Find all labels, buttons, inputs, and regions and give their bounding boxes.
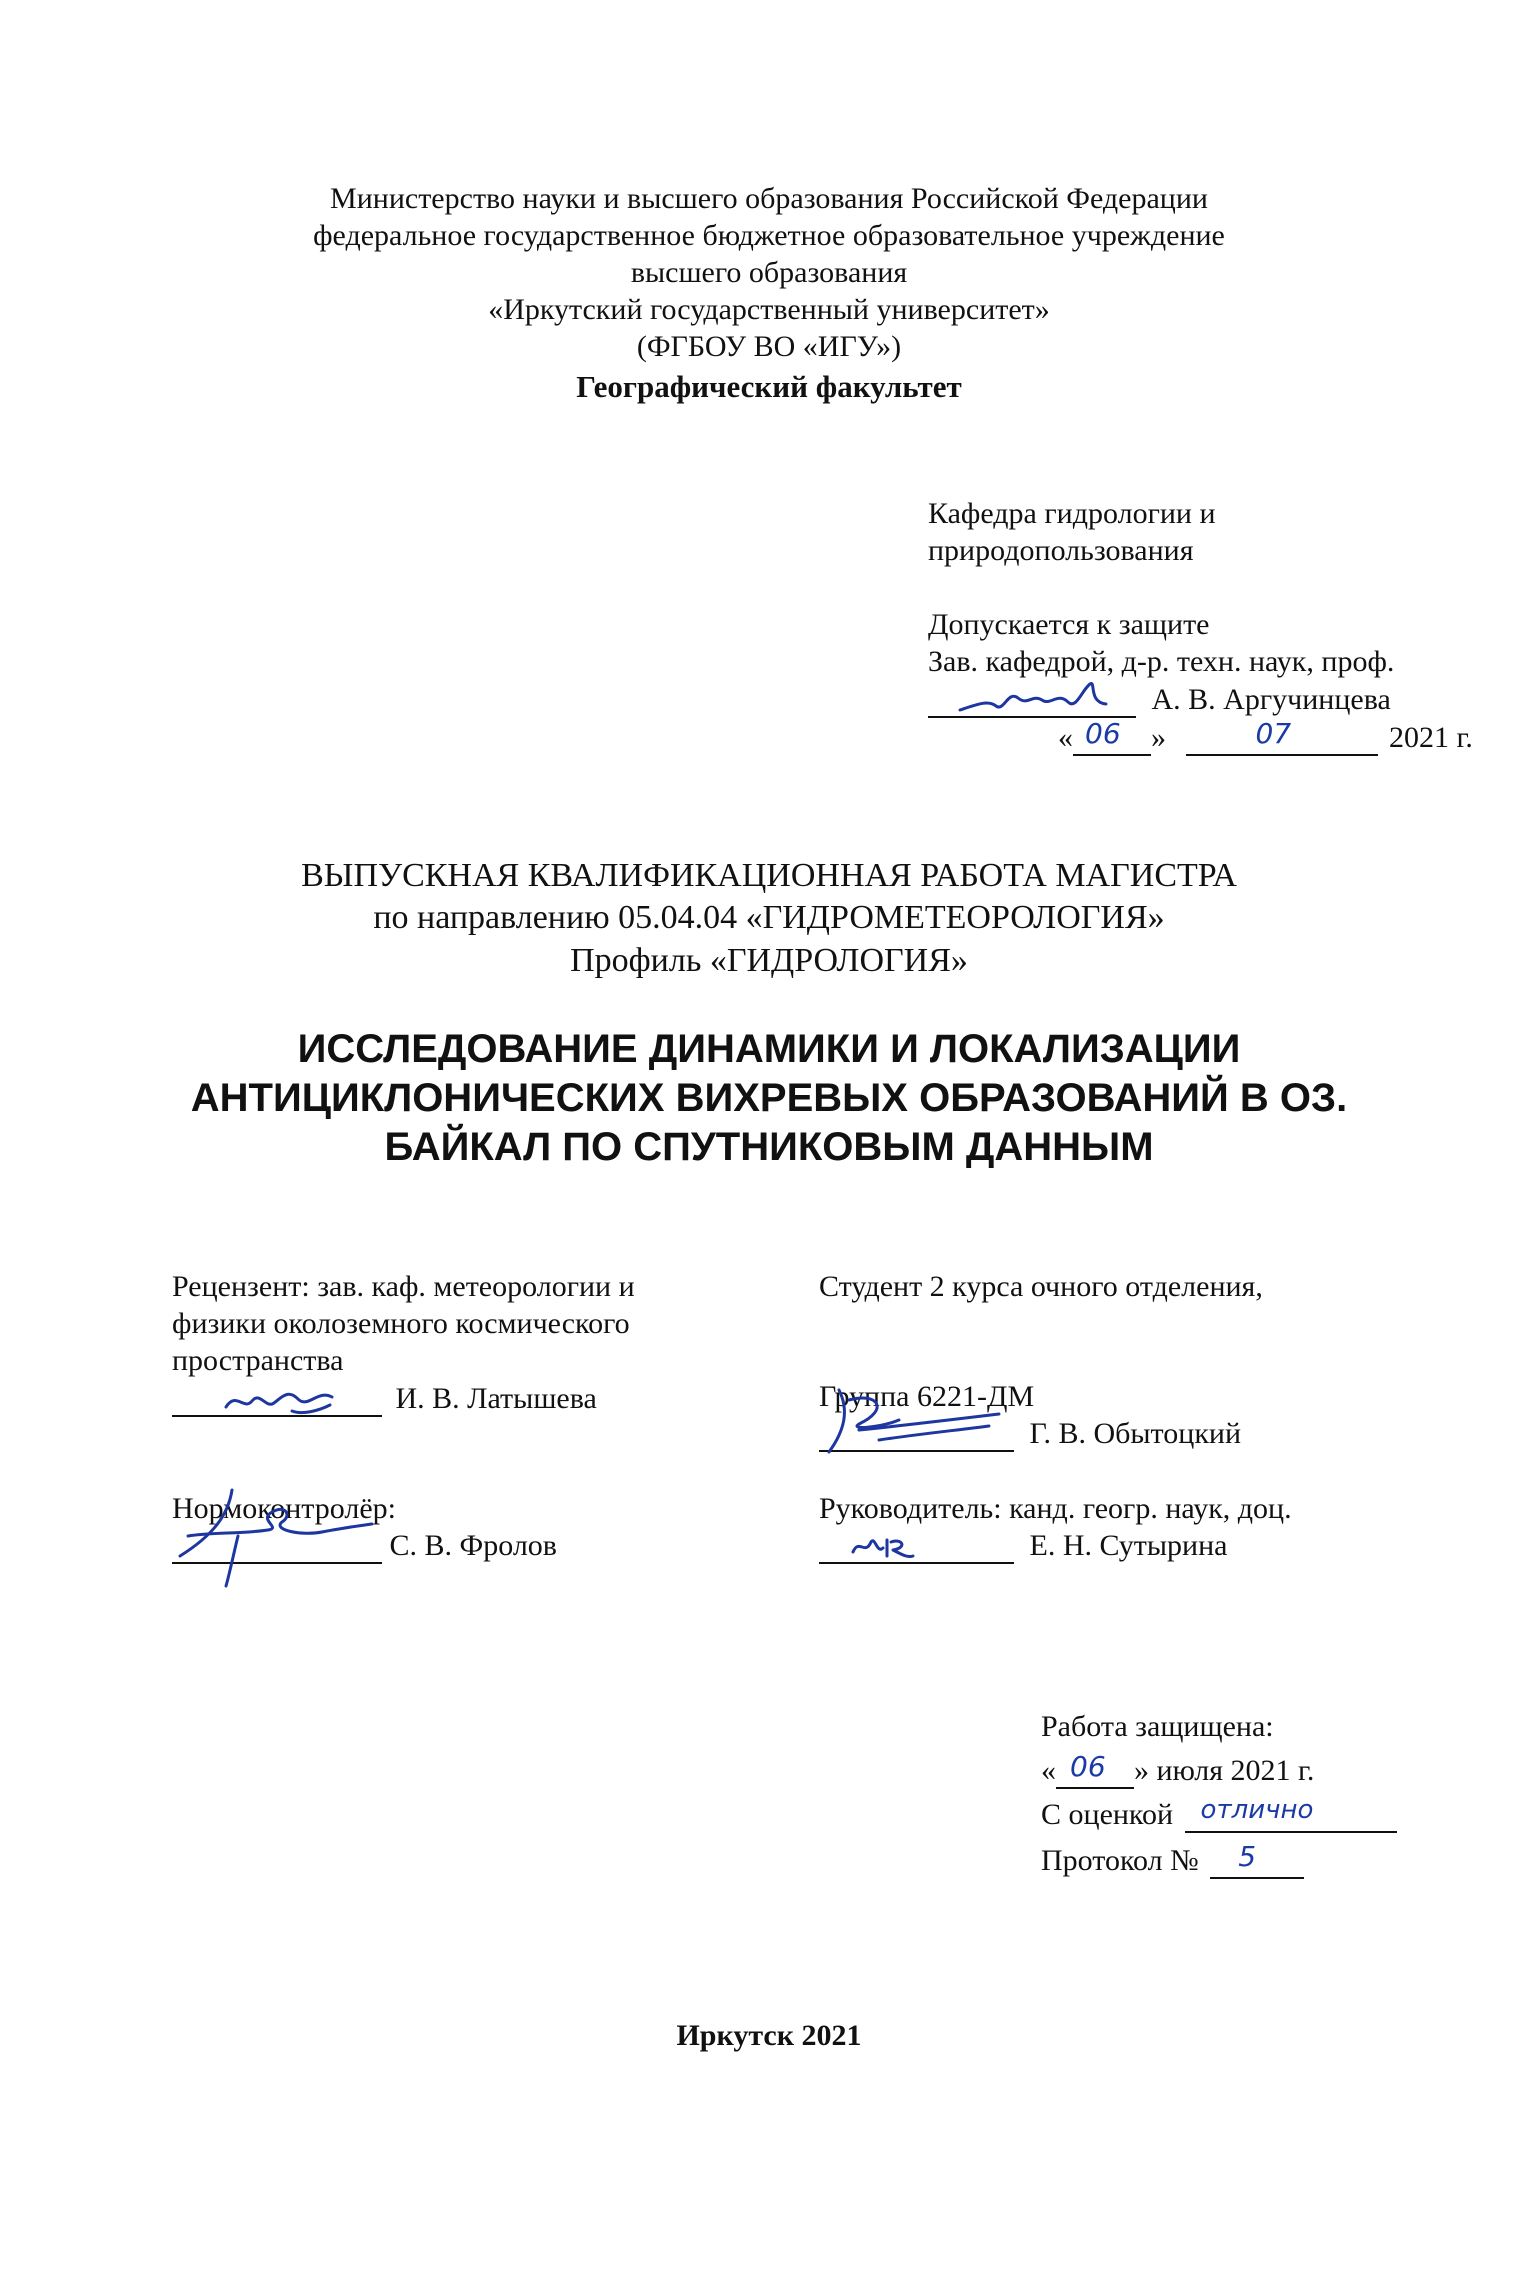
- approval-date: [1058, 719, 1473, 756]
- city-year: Иркутск 2021: [676, 2019, 862, 2052]
- reviewer-signature: [222, 1381, 342, 1417]
- supervisor-title: Руководитель: канд. геогр. наук, доц.: [819, 1492, 1292, 1525]
- university-name: «Иркутский государственный университет»: [488, 293, 1050, 326]
- approval-day: 06: [1085, 717, 1121, 750]
- student-signature: [819, 1380, 1009, 1460]
- work-type: ВЫПУСКНАЯ КВАЛИФИКАЦИОННАЯ РАБОТА МАГИСТРА: [301, 857, 1237, 894]
- reviewer-signature-row: [172, 1380, 597, 1417]
- normcontrol-label: Нормоконтролёр:: [172, 1492, 397, 1525]
- student-group: Группа 6221-ДМ: [819, 1380, 1035, 1413]
- reviewer-line-3: пространства: [172, 1344, 344, 1377]
- approval-month: 07: [1255, 717, 1292, 750]
- defense-day-line: [1056, 1750, 1134, 1789]
- normcontrol-signature-row: [172, 1527, 557, 1564]
- reviewer-signature-line: [172, 1385, 382, 1417]
- work-profile: Профиль «ГИДРОЛОГИЯ»: [570, 942, 968, 979]
- supervisor-signature: [849, 1532, 919, 1562]
- reviewer-name: И. В. Латышева: [395, 1382, 597, 1415]
- defense-date-open-quote: «: [1041, 1754, 1056, 1787]
- university-abbr: (ФГБОУ ВО «ИГУ»): [636, 330, 902, 363]
- head-title: Зав. кафедрой, д-р. техн. наук, проф.: [928, 645, 1395, 678]
- student-name: Г. В. Обытоцкий: [1029, 1417, 1242, 1450]
- supervisor-signature-row: [819, 1527, 1227, 1564]
- defended-label: Работа защищена:: [1041, 1710, 1274, 1743]
- faculty-name: Географический факультет: [576, 369, 962, 404]
- student-signature-line: [819, 1420, 1014, 1452]
- institution-line-1: федеральное государственное бюджетное образовательное учреждение: [313, 219, 1225, 252]
- normcontrol-signature-line: [172, 1532, 382, 1564]
- head-name: А. В. Аргучинцева: [1151, 683, 1391, 716]
- work-direction: по направлению 05.04.04 «ГИДРОМЕТЕОРОЛОГИЯ»: [373, 899, 1165, 936]
- defense-date-rest: » июля 2021 г.: [1134, 1754, 1315, 1787]
- department-line-2: природопользования: [928, 534, 1194, 567]
- grade-label: С оценкой: [1041, 1798, 1174, 1831]
- department-line-1: Кафедра гидрологии и: [928, 497, 1216, 530]
- head-signature-line: [928, 686, 1136, 718]
- reviewer-line-1: Рецензент: зав. каф. метеорологии и: [172, 1270, 635, 1303]
- grade-line: [1185, 1795, 1397, 1833]
- work-title-line-3: БАЙКАЛ ПО СПУТНИКОВЫМ ДАННЫМ: [384, 1125, 1154, 1169]
- defense-day: 06: [1070, 1750, 1106, 1783]
- grade-value: отлично: [1200, 1795, 1314, 1825]
- student-info: Студент 2 курса очного отделения,: [819, 1270, 1263, 1303]
- work-title-line-2: АНТИЦИКЛОНИЧЕСКИХ ВИХРЕВЫХ ОБРАЗОВАНИЙ В ОЗ.: [190, 1076, 1348, 1120]
- normcontrol-name: С. В. Фролов: [389, 1529, 557, 1562]
- student-signature-row: [819, 1415, 1241, 1452]
- approval-month-line: [1186, 717, 1378, 756]
- supervisor-signature-line: [819, 1532, 1014, 1564]
- work-title-line-1: ИССЛЕДОВАНИЕ ДИНАМИКИ И ЛОКАЛИЗАЦИИ: [297, 1027, 1241, 1071]
- defense-date: [1041, 1752, 1314, 1789]
- approval-day-line: [1073, 717, 1151, 756]
- defense-grade: [1041, 1796, 1397, 1833]
- institution-line-2: высшего образования: [630, 256, 908, 289]
- protocol-value: 5: [1238, 1840, 1257, 1873]
- protocol-line: [1210, 1840, 1304, 1879]
- approval-year: 2021 г.: [1389, 721, 1473, 754]
- head-signature: [958, 680, 1108, 720]
- reviewer-line-2: физики околоземного космического: [172, 1307, 630, 1340]
- normcontrol-signature: [172, 1476, 372, 1586]
- protocol-label: Протокол №: [1041, 1844, 1199, 1877]
- admitted-label: Допускается к защите: [928, 608, 1210, 641]
- defense-protocol: [1041, 1842, 1304, 1879]
- head-signature-row: [928, 681, 1391, 718]
- supervisor-name: Е. Н. Сутырина: [1029, 1529, 1228, 1562]
- approval-date-open-quote: «: [1058, 721, 1073, 754]
- ministry-line: Министерство науки и высшего образования Российской Федерации: [330, 182, 1208, 215]
- approval-date-close-quote: »: [1151, 721, 1166, 754]
